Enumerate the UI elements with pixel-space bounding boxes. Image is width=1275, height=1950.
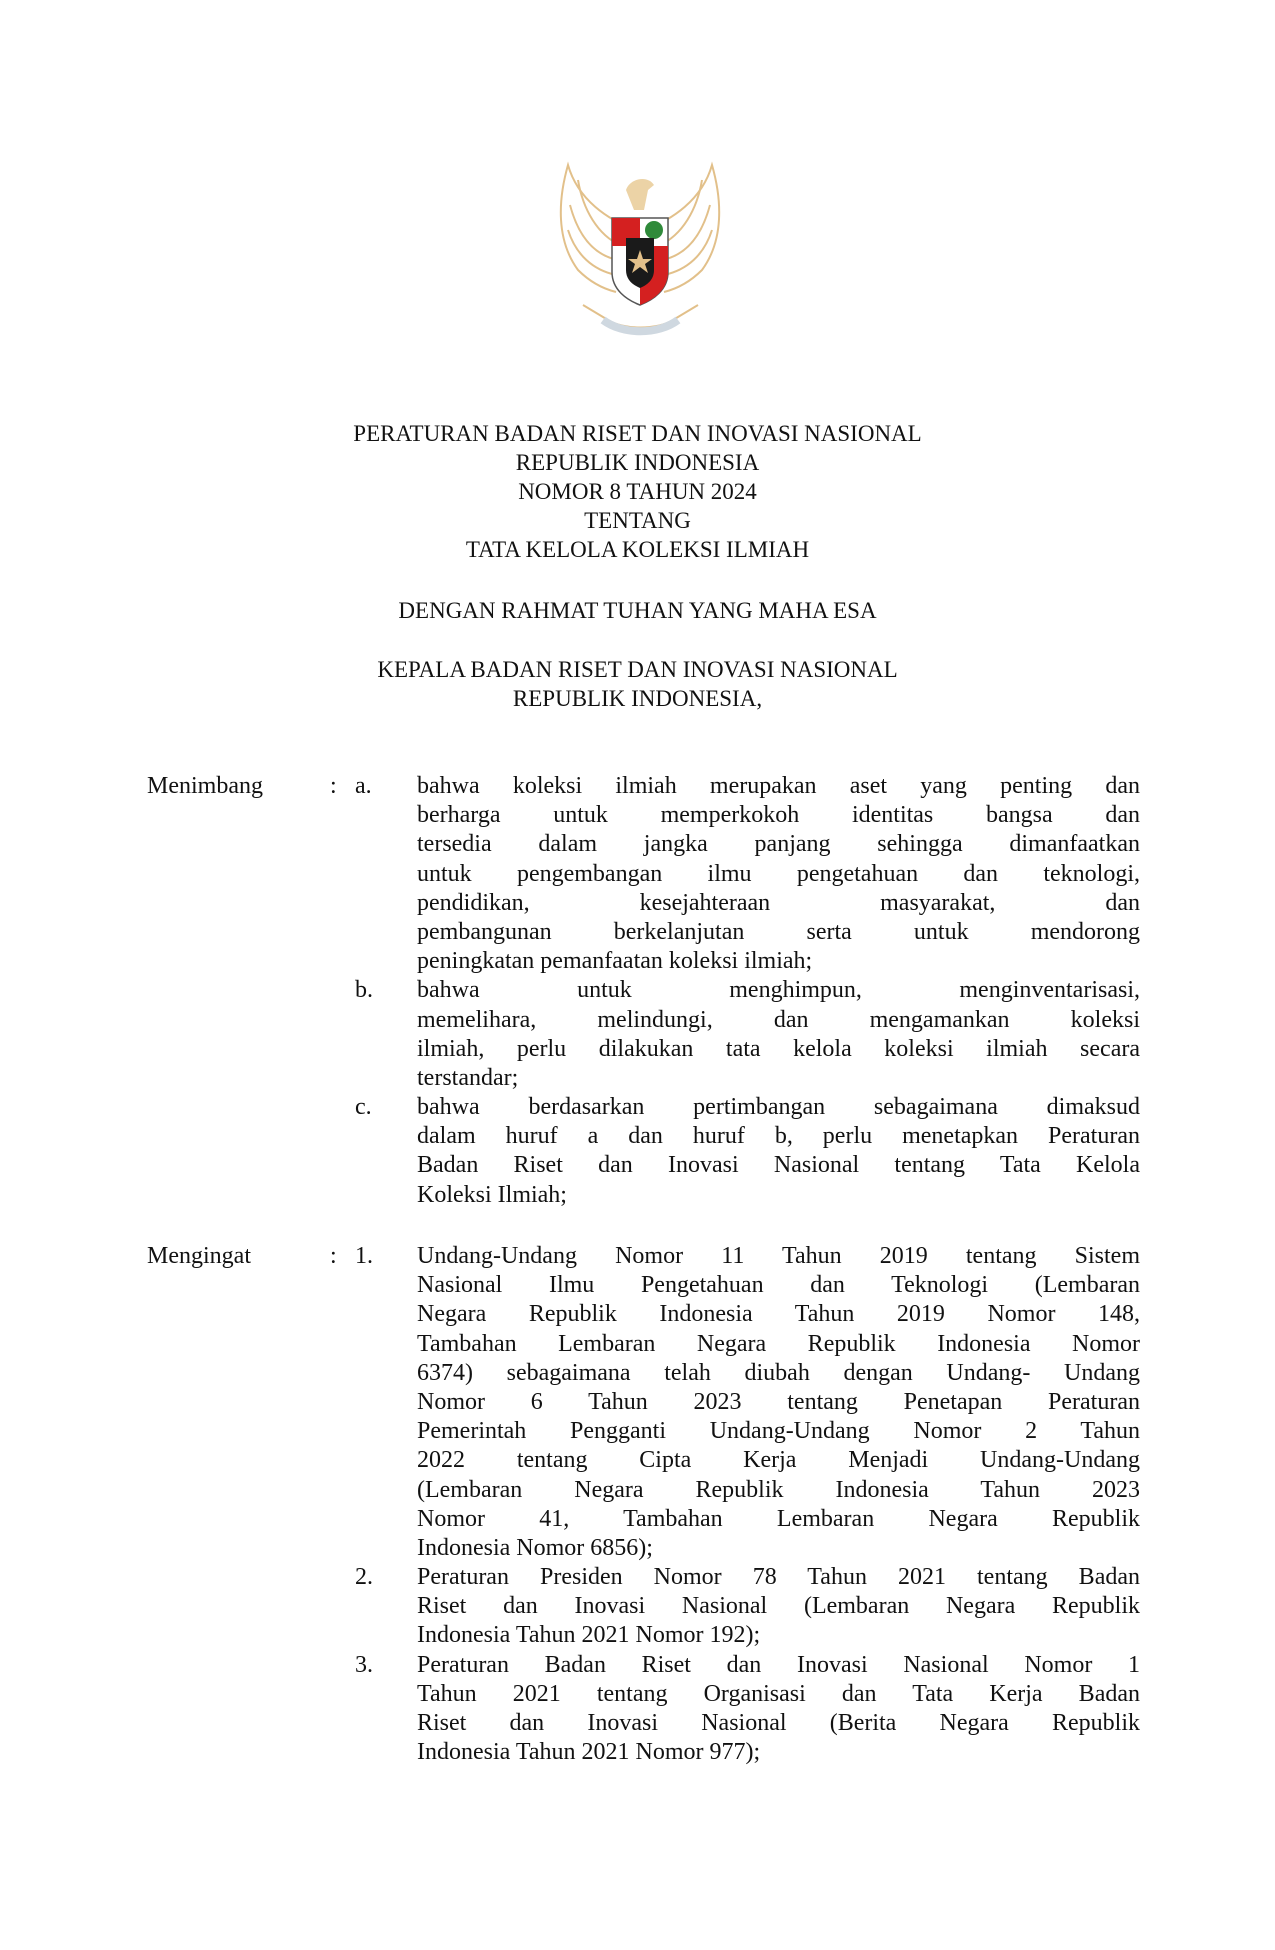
authority bbox=[0, 655, 1275, 713]
authority-line: REPUBLIK INDONESIA, bbox=[512, 686, 763, 711]
title-line: NOMOR 8 TAHUN 2024 bbox=[518, 479, 757, 504]
text-line: Tahun 2021 tentang Organisasi dan Tata Kerja Badan bbox=[417, 1680, 1140, 1707]
text-line: Koleksi Ilmiah; bbox=[417, 1181, 567, 1208]
text-line: Nasional Ilmu Pengetahuan dan Teknologi (Lembaran bbox=[417, 1272, 1140, 1299]
section-label: Mengingat bbox=[147, 1243, 251, 1269]
item-marker: 2. bbox=[355, 1564, 373, 1591]
invocation: DENGAN RAHMAT TUHAN YANG MAHA ESA bbox=[398, 598, 877, 623]
text-line: Badan Riset dan Inovasi Nasional tentang Tata Kelola bbox=[417, 1152, 1140, 1179]
text-line: Riset dan Inovasi Nasional (Lembaran Negara Republik bbox=[417, 1593, 1140, 1620]
item-marker: 1. bbox=[355, 1243, 373, 1269]
menimbang-item bbox=[147, 976, 1147, 1093]
text-line: ilmiah, perlu dilakukan tata kelola koleksi ilmiah secara bbox=[417, 1035, 1140, 1062]
text-line: Undang-Undang Nomor 11 Tahun 2019 tentang Sistem bbox=[417, 1243, 1140, 1269]
text-line: Indonesia Tahun 2021 Nomor 977); bbox=[417, 1739, 761, 1766]
text-line: terstandar; bbox=[417, 1064, 519, 1091]
mengingat-item bbox=[147, 1651, 1147, 1768]
title-line: TENTANG bbox=[584, 508, 691, 533]
text-line: berharga untuk memperkokoh identitas bangsa dan bbox=[417, 802, 1140, 829]
item-marker: b. bbox=[355, 977, 373, 1004]
text-line: bahwa koleksi ilmiah merupakan aset yang penting dan bbox=[417, 773, 1140, 799]
title-line: TATA KELOLA KOLEKSI ILMIAH bbox=[465, 537, 810, 562]
text-line: Pemerintah Pengganti Undang-Undang Nomor 2 Tahun bbox=[417, 1418, 1140, 1445]
menimbang-item bbox=[147, 1093, 1147, 1210]
section-label: Menimbang bbox=[147, 773, 263, 799]
regulation-title bbox=[0, 419, 1275, 564]
text-line: Peraturan Presiden Nomor 78 Tahun 2021 tentang Badan bbox=[417, 1564, 1140, 1591]
text-line: tersedia dalam jangka panjang sehingga dimanfaatkan bbox=[417, 831, 1140, 858]
text-line: pendidikan, kesejahteraan masyarakat, dan bbox=[417, 889, 1140, 916]
text-line: Negara Republik Indonesia Tahun 2019 Nomor 148, bbox=[417, 1301, 1140, 1328]
authority-line: KEPALA BADAN RISET DAN INOVASI NASIONAL bbox=[377, 657, 898, 682]
item-marker: c. bbox=[355, 1094, 372, 1121]
text-line: bahwa untuk menghimpun, menginventarisasi, bbox=[417, 977, 1140, 1004]
text-line: 6374) sebagaimana telah diubah dengan Undang- Undang bbox=[417, 1359, 1140, 1386]
text-line: Indonesia Nomor 6856); bbox=[417, 1534, 653, 1561]
text-line: Riset dan Inovasi Nasional (Berita Negara Republik bbox=[417, 1710, 1140, 1736]
item-marker: a. bbox=[355, 773, 372, 799]
item-marker: 3. bbox=[355, 1651, 373, 1678]
text-line: memelihara, melindungi, dan mengamankan koleksi bbox=[417, 1006, 1140, 1033]
text-line: Nomor 6 Tahun 2023 tentang Penetapan Peraturan bbox=[417, 1388, 1140, 1415]
text-line: dalam huruf a dan huruf b, perlu menetapkan Peraturan bbox=[417, 1123, 1140, 1150]
section-colon: : bbox=[330, 1243, 337, 1269]
title-line: PERATURAN BADAN RISET DAN INOVASI NASIONAL bbox=[353, 421, 922, 446]
section-colon: : bbox=[330, 773, 337, 799]
text-line: Peraturan Badan Riset dan Inovasi Nasional Nomor 1 bbox=[417, 1651, 1140, 1678]
text-line: bahwa berdasarkan pertimbangan sebagaimana dimaksud bbox=[417, 1094, 1140, 1121]
text-line: Nomor 41, Tambahan Lembaran Negara Republik bbox=[417, 1505, 1140, 1532]
text-line: peningkatan pemanfaatan koleksi ilmiah; bbox=[417, 948, 813, 975]
mengingat-section bbox=[147, 1242, 1147, 1767]
mengingat-item bbox=[147, 1242, 1147, 1563]
mengingat-item bbox=[147, 1563, 1147, 1651]
text-line: pembangunan berkelanjutan serta untuk mendorong bbox=[417, 918, 1140, 945]
menimbang-item bbox=[147, 772, 1147, 976]
title-line: REPUBLIK INDONESIA bbox=[515, 450, 760, 475]
garuda-pancasila-emblem bbox=[548, 160, 732, 352]
text-line: (Lembaran Negara Republik Indonesia Tahun 2023 bbox=[417, 1476, 1140, 1503]
text-line: 2022 tentang Cipta Kerja Menjadi Undang-Undang bbox=[417, 1447, 1140, 1474]
text-line: Indonesia Tahun 2021 Nomor 192); bbox=[417, 1622, 761, 1649]
menimbang-section bbox=[147, 772, 1147, 1210]
text-line: untuk pengembangan ilmu pengetahuan dan teknologi, bbox=[417, 860, 1140, 887]
text-line: Tambahan Lembaran Negara Republik Indonesia Nomor bbox=[417, 1330, 1140, 1357]
